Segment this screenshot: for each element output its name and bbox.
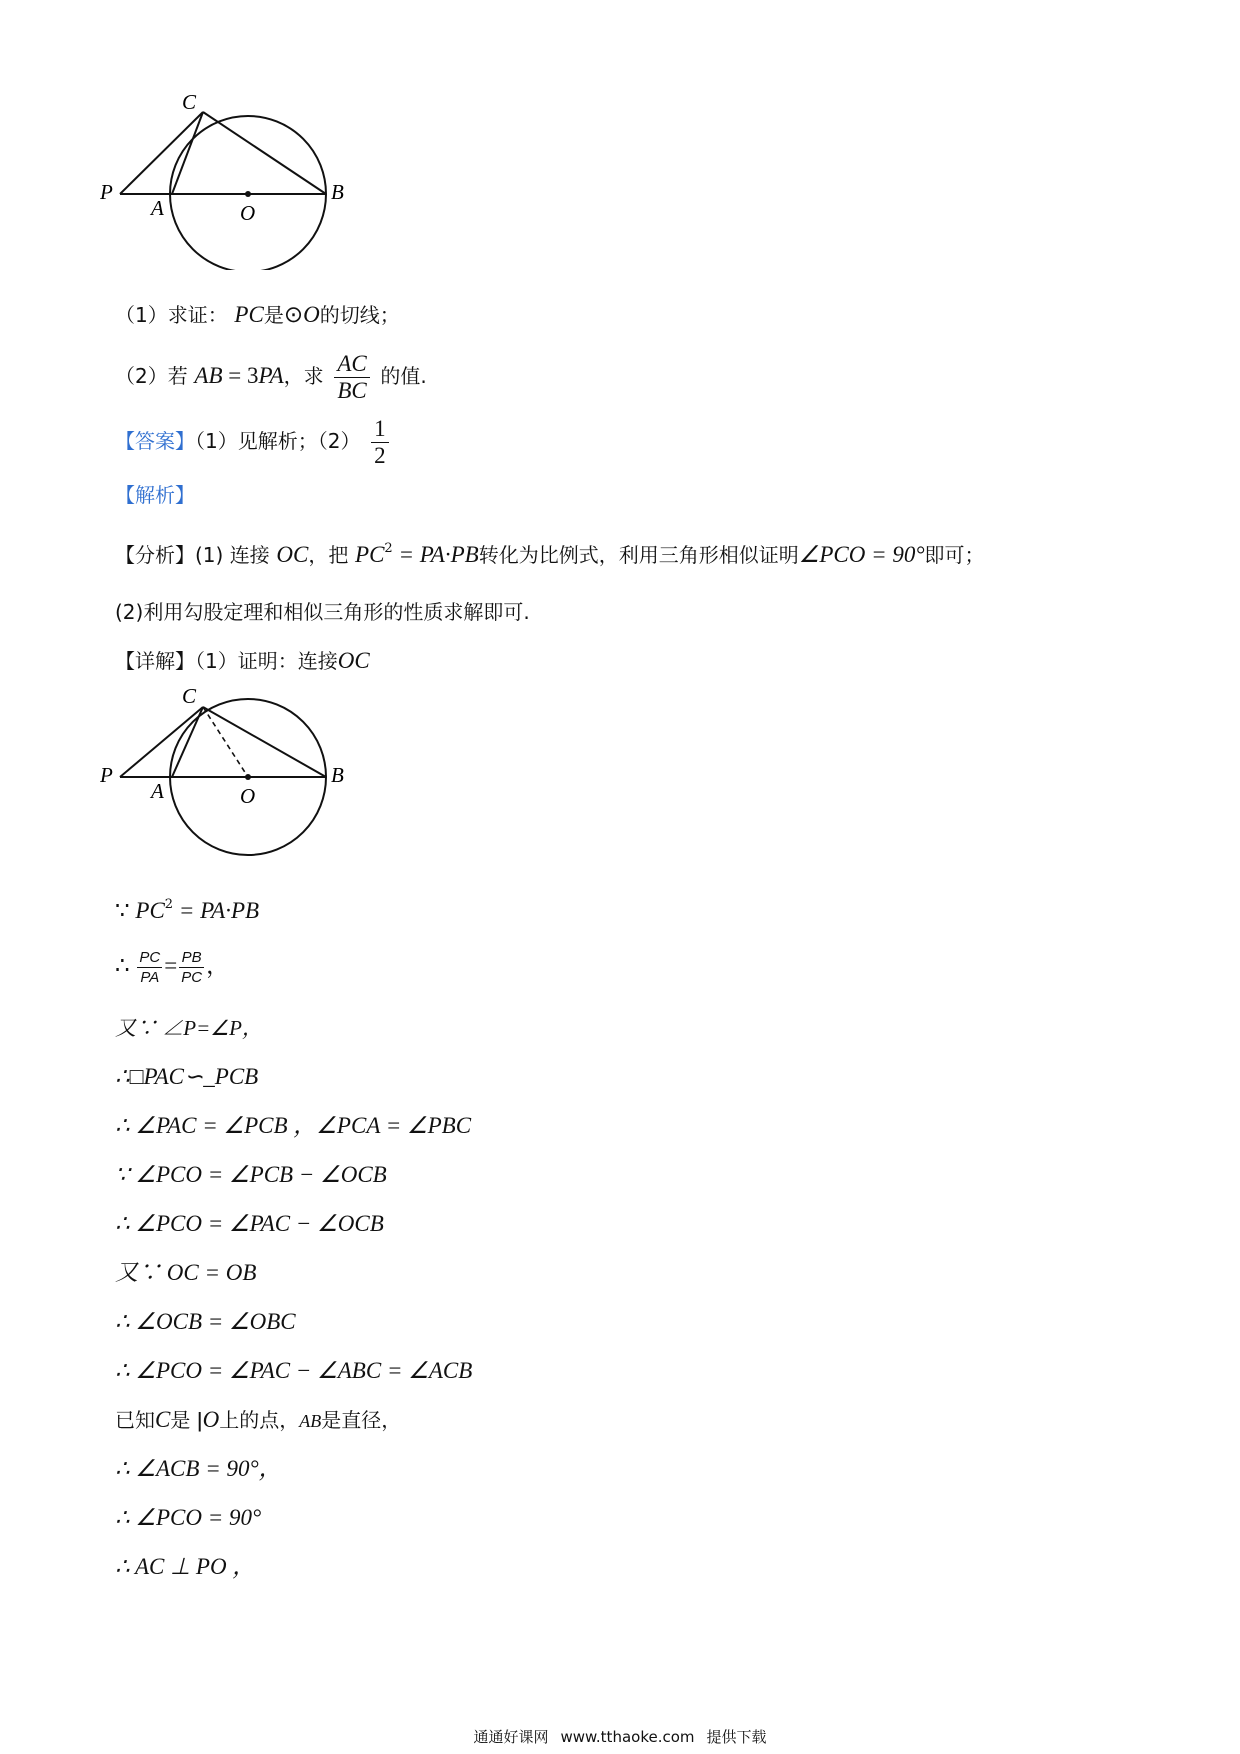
fraction-ac-bc: $\frac{AC}{BC}$ — [334, 351, 369, 404]
answer-line: 【答案】（1）见解析；（2） $\frac{1}{2}$ — [115, 410, 393, 472]
question-2: （2）若 AB = 3PA，求 $\frac{AC}{BC}$ 的值. — [115, 351, 427, 403]
page-footer — [0, 1726, 1240, 1747]
step-8: 又∵ OC = OB — [115, 1260, 257, 1285]
fenxi-line-2: (2)利用勾股定理和相似三角形的性质求解即可. — [115, 600, 530, 624]
geometry-figure-1 — [100, 90, 380, 270]
label-A: A — [151, 779, 164, 803]
label-B: B — [331, 763, 344, 787]
detail-line: 【详解】（1）证明：连接OC — [115, 648, 370, 673]
geometry-figure-2 — [100, 688, 380, 868]
label-O: O — [240, 201, 256, 225]
footer-site: 通通好课网 — [473, 1728, 549, 1746]
label-C: C — [182, 688, 197, 708]
question-1: （1）求证： PC是⊙O的切线； — [115, 302, 400, 327]
step-13: ∴ ∠PCO = 90° — [115, 1505, 262, 1530]
fenxi-line: 【分析】(1) 连接 OC，把 $PC^2 = PA\cdot PB$转化为比例式，利用三角形相似证明∠PCO = 90°即可； — [115, 541, 985, 567]
step-4: ∴□PAC∽_PCB — [115, 1064, 259, 1089]
step-14: ∴ AC ⊥ PO ， — [115, 1554, 256, 1579]
step-5: ∴ ∠PAC = ∠PCB ，∠PCA = ∠PBC — [115, 1113, 472, 1138]
label-C: C — [182, 90, 197, 114]
label-P: P — [100, 180, 113, 204]
footer-note: 提供下载 — [706, 1728, 767, 1746]
step-9: ∴ ∠OCB = ∠OBC — [115, 1309, 296, 1334]
step-1: ∵ $PC^2 = PA\cdot PB$ — [115, 897, 260, 923]
step-3: 又∵ ∠P=∠P， — [115, 1016, 263, 1040]
step-7: ∴ ∠PCO = ∠PAC − ∠OCB — [115, 1211, 384, 1236]
footer-url[interactable]: www.tthaoke.com — [560, 1728, 695, 1746]
label-B: B — [331, 180, 344, 204]
step-6: ∵ ∠PCO = ∠PCB − ∠OCB — [115, 1162, 387, 1187]
label-O: O — [240, 784, 256, 808]
analysis-heading: 【解析】 — [115, 483, 195, 507]
step-2: ∴ $\frac{PC}{PA}$ = $\frac{PB}{PC}$ ， — [115, 949, 230, 986]
step-10: ∴ ∠PCO = ∠PAC − ∠ABC = ∠ACB — [115, 1358, 473, 1383]
label-P: P — [100, 763, 113, 787]
step-11: 已知C是 ǀO上的点，AB是直径， — [115, 1407, 402, 1432]
label-A: A — [151, 196, 164, 220]
step-12: ∴ ∠ACB = 90°， — [115, 1456, 282, 1481]
fraction-one-half: $\frac{1}{2}$ — [371, 416, 389, 469]
